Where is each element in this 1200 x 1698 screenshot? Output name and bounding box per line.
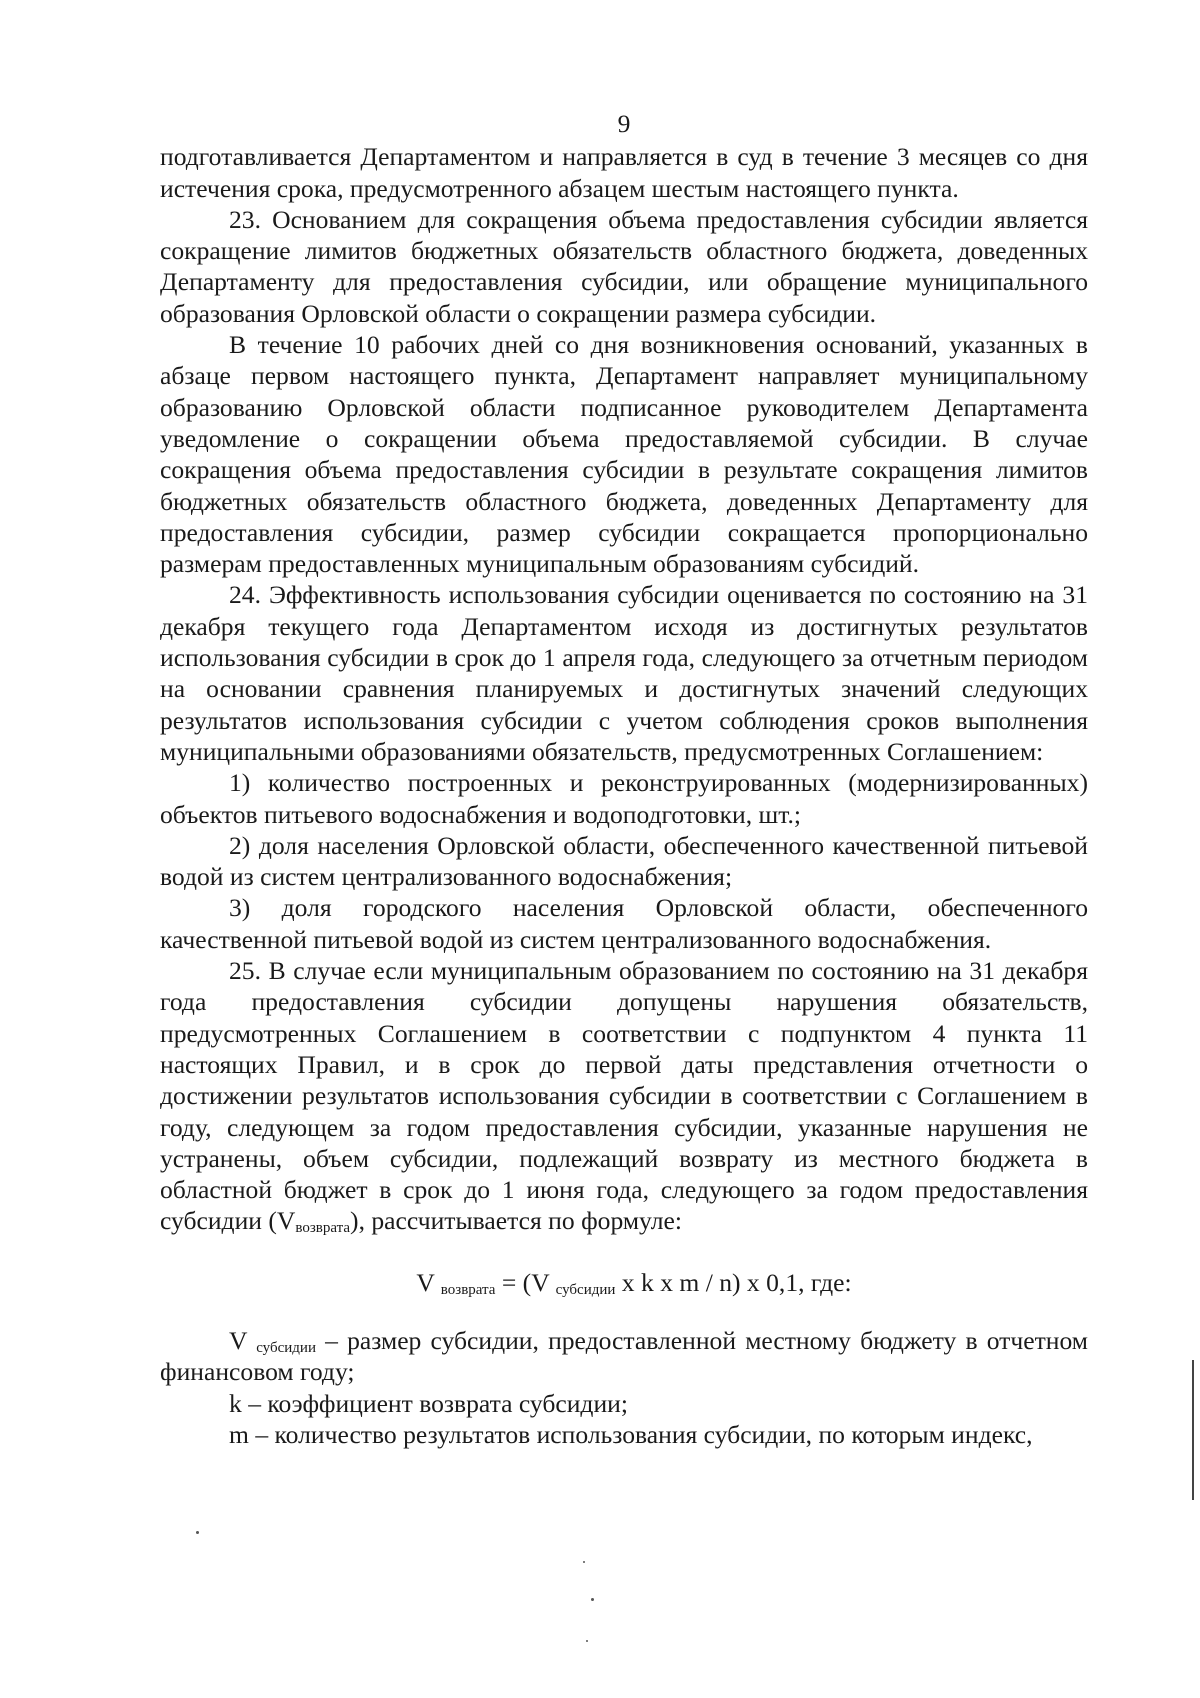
paragraph-continuation: подготавливается Департаментом и направляется в суд в течение 3 месяцев со дня истечения срока, предусмотренного абзацем шестым настоящего пункта. xyxy=(160,142,1088,203)
definition-symbol: m xyxy=(229,1419,249,1449)
list-item-2: 2) доля населения Орловской области, обеспеченного качественной питьевой водой из систем централизованного водоснабжения; xyxy=(160,830,1088,892)
definition-symbol: k xyxy=(229,1388,242,1418)
formula-rest: x k x m / n) x 0,1, где: xyxy=(615,1267,852,1297)
scan-edge-mark xyxy=(1192,1360,1194,1500)
formula-lhs: V xyxy=(416,1267,435,1297)
page-number: 9 xyxy=(617,109,631,138)
paragraph-25-tail: ), рассчитывается по формуле: xyxy=(350,1206,682,1236)
formula-eq: = (V xyxy=(495,1267,550,1297)
scan-speck xyxy=(196,1531,199,1534)
list-item-1: 1) количество построенных и реконструированных (модернизированных) объектов питьевого водоснабжения и водоподготовки, шт.; xyxy=(160,768,1088,829)
formula-subsidy-subscript: субсидии xyxy=(555,1281,616,1298)
definition-v-subsidy xyxy=(160,1325,1088,1388)
document-page xyxy=(160,108,1088,1450)
definition-text: – коэффициент возврата субсидии; xyxy=(241,1388,628,1418)
formula-lhs-subscript: возврата xyxy=(440,1281,496,1298)
scan-speck xyxy=(583,1561,585,1563)
definition-k xyxy=(160,1388,1088,1419)
paragraph-25-subscript: возврата xyxy=(295,1220,351,1237)
definition-m xyxy=(160,1419,1088,1450)
definition-subscript: субсидии xyxy=(256,1339,316,1356)
scan-speck xyxy=(586,1640,588,1642)
definition-text: – количество результатов использования субсидии, по которым индекс, xyxy=(248,1419,1033,1449)
list-item-3: 3) доля городского населения Орловской области, обеспеченного качественной питьевой водой из систем централизованного водоснабжения. xyxy=(160,893,1088,954)
formula xyxy=(160,1267,1088,1298)
paragraph-23: 23. Основанием для сокращения объема предоставления субсидии является сокращение лимитов бюджетных обязательств областного бюджета, доведенных Департаменту для предоставления субсидии, или обращение муниципального образования Орловской области о сокращении размера субсидии. xyxy=(160,204,1088,328)
definition-symbol: V xyxy=(229,1325,248,1355)
paragraph-25 xyxy=(160,955,1088,1237)
definition-text: – размер субсидии, предоставленной местному бюджету в отчетном финансовом году; xyxy=(160,1325,1088,1387)
scan-speck xyxy=(591,1598,594,1601)
paragraph-23-notice: В течение 10 рабочих дней со дня возникновения оснований, указанных в абзаце первом настоящего пункта, Департамент направляет муниципальному образованию Орловской области подписанное руководителем Департамента уведомление о сокращении объема предоставляемой субсидии. В случае сокращения объема предоставления субсидии в результате сокращения лимитов бюджетных обязательств областного бюджета, доведенных Департаменту для предоставления субсидии, размер субсидии сокращается пропорционально размерам предоставленных муниципальным образованиям субсидий. xyxy=(160,330,1088,579)
paragraph-24: 24. Эффективность использования субсидии оценивается по состоянию на 31 декабря текущего года Департаментом исходя из достигнутых результатов использования субсидии в срок до 1 апреля года, следующего за отчетным периодом на основании сравнения планируемых и достигнутых значений следующих результатов использования субсидии с учетом соблюдения сроков выполнения муниципальными образованиями обязательств, предусмотренных Соглашением: xyxy=(160,580,1088,766)
paragraph-25-text: 25. В случае если муниципальным образованием по состоянию на 31 декабря года предоставления субсидии допущены нарушения обязательств, предусмотренных Соглашением в соответствии с подпунктом 4 пункта 11 настоящих Правил, и в срок до первой даты представления отчетности о достижении результатов использования субсидии в соответствии с Соглашением в году, следующем за годом предоставления субсидии, указанные нарушения не устранены, объем субсидии, подлежащий возврату из местного бюджета в областной бюджет в срок до 1 июня года, следующего за годом предоставления субсидии (V xyxy=(160,956,1088,1236)
